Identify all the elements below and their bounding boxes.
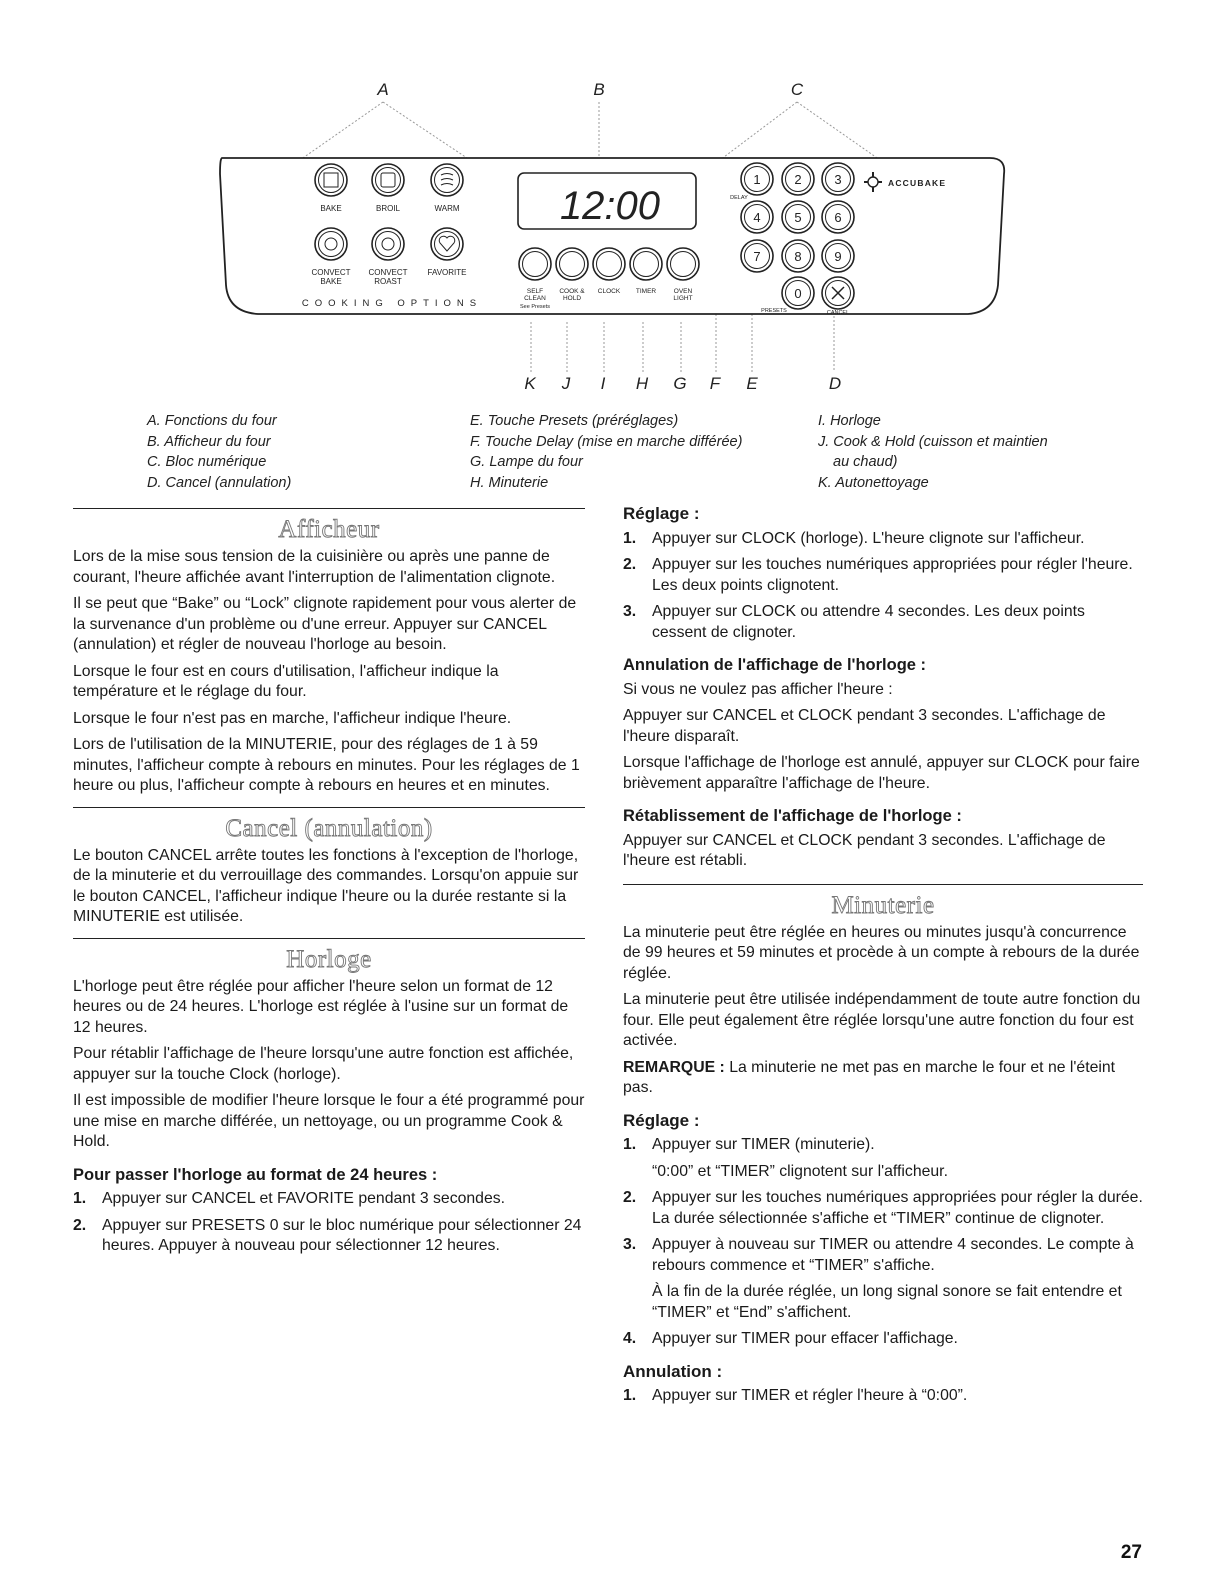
- svg-text:ACCUBAKE: ACCUBAKE: [888, 178, 947, 188]
- clock-button: [593, 248, 625, 280]
- callout-j: J: [561, 374, 571, 393]
- display-time: 12:00: [559, 184, 661, 228]
- annul-p3: Lorsque l'affichage de l'horloge est annulé, appuyer sur CLOCK pour faire brièvement apparaître l'affichage de l'heure.: [623, 754, 1140, 792]
- oven-light-button: [667, 248, 699, 280]
- right-column: [623, 504, 1143, 1413]
- svg-text:9: 9: [834, 249, 842, 264]
- svg-text:ROAST: ROAST: [374, 277, 402, 286]
- svg-text:CONVECT: CONVECT: [368, 268, 408, 277]
- cancel-title: Cancel (annulation): [225, 814, 433, 842]
- format-24-steps: [73, 1189, 585, 1257]
- callout-a: A: [377, 80, 389, 99]
- svg-text:HOLD: HOLD: [562, 295, 582, 302]
- divider: [73, 938, 585, 939]
- callout-d: D: [828, 374, 842, 393]
- bake-button: [315, 164, 347, 196]
- svg-text:5: 5: [794, 210, 802, 225]
- self-clean-button: [519, 248, 551, 280]
- list-item: 1. Appuyer sur CLOCK (horloge). L'heure clignote sur l'afficheur.: [623, 529, 1085, 547]
- legend-col-3: I. Horloge J. Cook & Hold (cuisson et maintien au chaud) K. Autonettoyage: [818, 413, 1048, 491]
- svg-text:BROIL: BROIL: [375, 204, 401, 213]
- annul-p1: Si vous ne voulez pas afficher l'heure :: [623, 680, 893, 698]
- svg-text:3: 3: [834, 172, 842, 187]
- keypad-5: [782, 201, 814, 233]
- divider: [73, 807, 585, 808]
- list-item: 1. Appuyer sur TIMER et régler l'heure à “0:00”.: [623, 1387, 968, 1404]
- svg-text:8: 8: [794, 249, 802, 264]
- self-clean-sub: See Presets: [520, 304, 550, 310]
- left-column: [73, 508, 585, 1263]
- cancel-label: CANCEL: [826, 310, 850, 316]
- svg-text:7: 7: [753, 249, 761, 264]
- convect-roast-button: [372, 228, 404, 260]
- annulation-heading: Annulation :: [623, 1361, 723, 1381]
- retab-p1: Appuyer sur CANCEL et CLOCK pendant 3 secondes. L'affichage de l'heure est rétabli.: [623, 831, 1106, 869]
- keypad-9: [822, 240, 854, 272]
- svg-text:1: 1: [753, 172, 761, 187]
- list-item: 3. Appuyer sur CLOCK ou attendre 4 secondes. Les deux points cessent de clignoter.: [623, 603, 1085, 641]
- divider: [73, 508, 585, 509]
- svg-text:WARM: WARM: [434, 204, 460, 213]
- cancel-p1: Le bouton CANCEL arrête toutes les fonctions à l'exception de l'horloge, de la minuterie et du verrouillage des commandes. Lorsqu'on appuie sur le bouton CANCEL, l'afficheur indique l'heure ou la durée restante si la MINUTERIE est utilisée.: [73, 846, 579, 925]
- minuterie-steps: [623, 1135, 1143, 1350]
- svg-text:OVEN: OVEN: [673, 288, 693, 295]
- svg-text:CLEAN: CLEAN: [524, 295, 546, 302]
- page-number: 27: [1120, 1542, 1142, 1563]
- annulation-affichage-heading: Annulation de l'affichage de l'horloge :: [623, 656, 927, 674]
- list-item: 4. Appuyer sur TIMER pour effacer l'affichage.: [623, 1330, 958, 1347]
- minuterie-reglage-heading: Réglage :: [623, 1110, 700, 1130]
- callout-k: K: [524, 374, 536, 393]
- keypad-6: [822, 201, 854, 233]
- reglage-steps: [623, 529, 1143, 644]
- afficheur-p3: Lorsque le four est en cours d'utilisation, l'afficheur indique la température et le réglage du four.: [73, 662, 499, 700]
- list-item: 2. Appuyer sur PRESETS 0 sur le bloc numérique pour sélectionner 24 heures. Appuyer à nouveau pour sélectionner 12 heures.: [73, 1216, 582, 1254]
- presets-label: PRESETS: [761, 308, 787, 314]
- annulation-steps: [623, 1386, 1143, 1407]
- minuterie-title: Minuterie: [831, 891, 935, 919]
- delay-label: DELAY: [730, 195, 748, 201]
- control-panel-diagram: [0, 0, 1225, 400]
- annul-p2: Appuyer sur CANCEL et CLOCK pendant 3 secondes. L'affichage de l'heure disparaît.: [623, 707, 1106, 745]
- svg-text:0: 0: [794, 286, 802, 301]
- horloge-p3: Il est impossible de modifier l'heure lorsque le four a été programmé pour une mise en marche différée, un nettoyage, ou un programme Cook & Hold.: [73, 1092, 585, 1150]
- keypad-8: [782, 240, 814, 272]
- callout-c: C: [790, 80, 804, 99]
- svg-text:6: 6: [834, 210, 842, 225]
- svg-text:SELF: SELF: [526, 288, 544, 295]
- callout-i: I: [600, 374, 606, 393]
- svg-text:CONVECT: CONVECT: [311, 268, 351, 277]
- callout-g: G: [673, 374, 687, 393]
- keypad-2: [782, 163, 814, 195]
- timer-button: [630, 248, 662, 280]
- svg-text:LIGHT: LIGHT: [673, 295, 693, 302]
- keypad-4: [741, 201, 773, 233]
- reglage-heading: Réglage :: [623, 504, 700, 523]
- favorite-button: [431, 228, 463, 260]
- svg-text:FAVORITE: FAVORITE: [427, 268, 467, 277]
- cancel-button: [822, 277, 854, 309]
- list-item: 1. Appuyer sur CANCEL et FAVORITE pendant 3 secondes.: [73, 1190, 506, 1207]
- svg-text:COOK &: COOK &: [559, 288, 585, 295]
- afficheur-p1: Lors de la mise sous tension de la cuisinière ou après une panne de courant, l'heure affichée avant l'interruption de l'alimentation clignote.: [73, 548, 556, 586]
- svg-text:4: 4: [753, 210, 761, 225]
- keypad-1: [741, 163, 773, 195]
- keypad-3: [822, 163, 854, 195]
- legend-col-2: E. Touche Presets (préréglages) F. Touche Delay (mise en marche différée) G. Lampe du four H. Minuterie: [470, 413, 743, 491]
- list-item: 2. Appuyer sur les touches numériques appropriées pour régler la durée. La durée sélectionnée s'affiche et “TIMER” continue de clignoter.: [623, 1189, 1143, 1227]
- callout-b: B: [593, 80, 605, 99]
- svg-text:2: 2: [794, 172, 802, 187]
- svg-text:BAKE: BAKE: [320, 204, 342, 213]
- keypad-7: [741, 240, 773, 272]
- list-item: 2. Appuyer sur les touches numériques appropriées pour régler l'heure. Les deux points clignotent.: [623, 556, 1133, 594]
- warm-button: [431, 164, 463, 196]
- callout-e: E: [746, 374, 758, 393]
- keypad-0: [782, 277, 814, 309]
- minuterie-p2: La minuterie peut être utilisée indépendamment de toute autre fonction du four. Elle peut également être réglée lorsqu'une autre fonction du four est activée.: [623, 991, 1141, 1049]
- horloge-p1: L'horloge peut être réglée pour afficher l'heure selon un format de 12 heures ou de 24 heures. L'horloge est réglée à l'usine sur un format de 12 heures.: [73, 977, 569, 1036]
- list-item: 3. Appuyer à nouveau sur TIMER ou attendre 4 secondes. Le compte à rebours commence et “TIMER” s'affiche. À la fin de la durée réglée, un long signal sonore se fait entendre et “TIMER” et “End” s'affichent.: [623, 1236, 1134, 1321]
- retablissement-heading: Rétablissement de l'affichage de l'horloge :: [623, 807, 962, 825]
- afficheur-p5: Lors de l'utilisation de la MINUTERIE, pour des réglages de 1 à 59 minutes, l'afficheur compte à rebours en minutes. Pour les réglages de 1 heure ou plus, l'afficheur compte à rebours en heures et en minutes.: [73, 736, 580, 794]
- divider: [623, 884, 1143, 885]
- broil-button: [372, 164, 404, 196]
- callout-f: F: [709, 374, 721, 393]
- cooking-options-label: COOKING OPTIONS: [301, 298, 483, 309]
- convect-bake-button: [315, 228, 347, 260]
- remarque: REMARQUE : La minuterie ne met pas en marche le four et ne l'éteint pas.: [623, 1058, 1116, 1096]
- list-item: 1. Appuyer sur TIMER (minuterie). “0:00” et “TIMER” clignotent sur l'afficheur.: [623, 1136, 948, 1180]
- afficheur-p2: Il se peut que “Bake” ou “Lock” clignote rapidement pour vous alerter de la survenance d'un problème ou d'une erreur. Appuyer sur CANCEL (annulation) et régler de nouveau l'horloge au besoin.: [73, 595, 577, 653]
- callout-h: H: [635, 374, 649, 393]
- cook-hold-button: [556, 248, 588, 280]
- svg-text:BAKE: BAKE: [320, 277, 342, 286]
- afficheur-title: Afficheur: [278, 516, 380, 543]
- afficheur-p4: Lorsque le four n'est pas en marche, l'afficheur indique l'heure.: [73, 709, 512, 727]
- horloge-p2: Pour rétablir l'affichage de l'heure lorsqu'une autre fonction est affichée, appuyer sur la touche Clock (horloge).: [73, 1045, 574, 1083]
- horloge-title: Horloge: [286, 945, 372, 973]
- legend-col-1: A. Fonctions du four B. Afficheur du four C. Bloc numérique D. Cancel (annulation): [147, 413, 292, 491]
- svg-text:TIMER: TIMER: [635, 288, 657, 295]
- svg-text:CLOCK: CLOCK: [597, 288, 621, 295]
- format-24-heading: Pour passer l'horloge au format de 24 heures :: [73, 1165, 438, 1184]
- minuterie-p1: La minuterie peut être réglée en heures ou minutes jusqu'à concurrence de 99 heures et 59 minutes et procède à un compte à rebours de la durée réglée.: [623, 923, 1140, 982]
